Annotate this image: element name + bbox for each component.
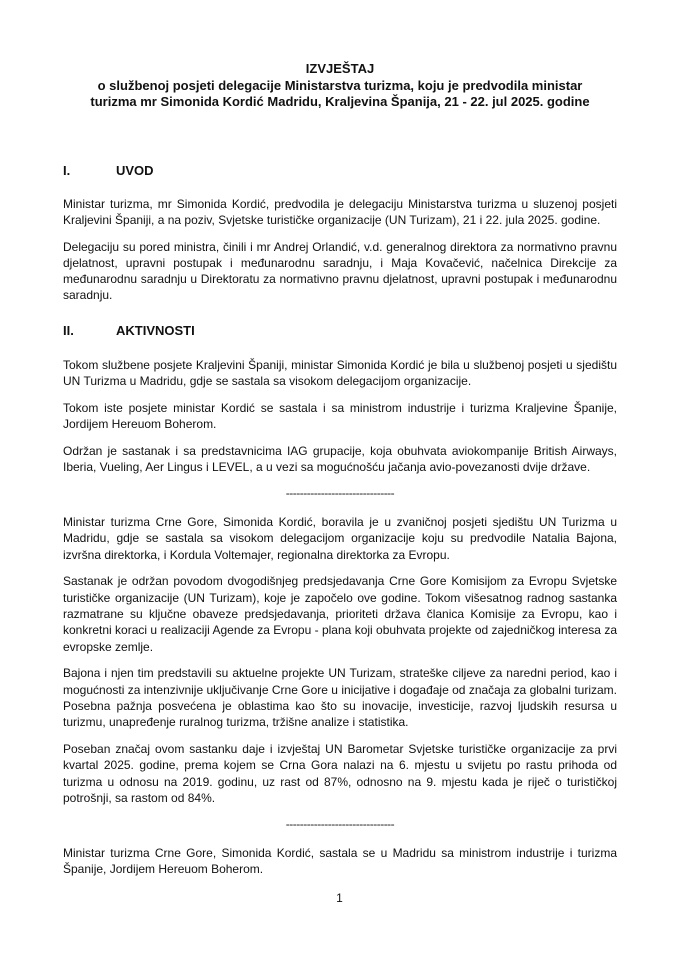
paragraph: Poseban značaj ovom sastanku daje i izvještaj UN Barometar Svjetske turističke organizacije za prvi kvartal 2025. godine, prema kojem se Crna Gora nalazi na 6. mjestu u svijetu po rastu prihoda od turizma u odnosu na 2019. godinu, uz rast od 87%, odnosno na 9. mjestu kada je riječ o turističkoj potrošnji, sa rastom od 84%. (63, 742, 617, 806)
document-page (63, 61, 617, 888)
title-line: o službenoj posjeti delegacije Ministarstva turizma, koju je predvodila ministar (97, 77, 583, 93)
section-heading-aktivnosti (63, 323, 617, 339)
document-title (63, 61, 617, 111)
section-number: I. (63, 162, 71, 178)
paragraph: Ministar turizma Crne Gore, Simonida Kordić, sastala se u Madridu sa ministrom industrije i turizma Španije, Jordijem Hereuom Boherom. (63, 845, 617, 877)
section-number: II. (63, 322, 74, 338)
paragraph: Delegaciju su pored ministra, činili i mr Andrej Orlandić, v.d. generalnog direktora za normativno pravnu djelatnost, upravni postupak i međunarodnu saradnju, i Maja Kovačević, načelnica Direkcije za međunarodnu saradnju u Direktoratu za normativno pravnu djelatnost, upravni postupak i međunarodnu saradnju. (63, 239, 617, 303)
paragraph: Ministar turizma, mr Simonida Kordić, predvodila je delegaciju Ministarstva turizma u sluzenoj posjeti Kraljevini Španiji, a na poziv, Svjetske turističke organizacije (UN Turizam), 21 i 22. jula 2025. godine. (63, 196, 617, 227)
page-number: 1 (336, 891, 343, 905)
section-title: AKTIVNOSTI (116, 322, 195, 338)
paragraph: Tokom službene posjete Kraljevini Španiji, ministar Simonida Kordić je bila u službenoj posjeti u sjedištu UN Turizma u Madridu, gdje se sastala sa visokom delegacijom organizacije. (63, 357, 617, 389)
paragraph: Tokom iste posjete ministar Kordić se sastala i sa ministrom industrije i turizma Kraljevine Španije, Jordijem Hereuom Boherom. (63, 400, 617, 432)
section-heading-uvod (63, 163, 617, 179)
paragraph: Održan je sastanak i sa predstavnicima IAG grupacije, koja obuhvata aviokompanije British Airways, Iberia, Vueling, Aer Lingus i LEVEL, a u vezi sa mogućnošću jačanja avio-povezanosti dvije države. (63, 443, 617, 475)
paragraph: Sastanak je održan povodom dvogodišnjeg predsjedavanja Crne Gore Komisijom za Evropu Svjetske turističke organizacije (UN Turizam), koje je započelo ove godine. Tokom višesatnog radnog sastanka razmatrane su ključne obaveze predsjedavanja, prioriteti država članica Komisije za Evropu, kao i konkretni koraci u realizaciji Agende za Evropu - plana koji obuhvata projekte od zajedničkog interesa za evropske zemlje. (63, 574, 617, 654)
separator: ------------------------------- (285, 816, 395, 831)
separator: ------------------------------- (285, 486, 395, 501)
title-line: IZVJEŠTAJ (305, 61, 375, 76)
title-line: turizma mr Simonida Kordić Madridu, Kraljevina Španija, 21 - 22. jul 2025. godine (90, 94, 590, 109)
section-title: UVOD (116, 162, 154, 178)
paragraph: Ministar turizma Crne Gore, Simonida Kordić, boravila je u zvaničnoj posjeti sjedištu UN Turizma u Madridu, gdje se sastala sa visokom delegacijom organizacije koju su predvodile Natalia Bajona, izvršna direktorka, i Kordula Voltemajer, regionalna direktorka za Evropu. (63, 515, 617, 562)
paragraph: Bajona i njen tim predstavili su aktuelne projekte UN Turizam, strateške ciljeve za naredni period, kao i mogućnosti za intenzivnije uključivanje Crne Gore u inicijative i događaje od značaja za globalni turizam. Posebna pažnja posvećena je oblastima kao što su inovacije, investicije, razvoj ljudskih resursa u turizmu, unapređenje ruralnog turizma, tržišne analize i statistika. (63, 666, 617, 730)
